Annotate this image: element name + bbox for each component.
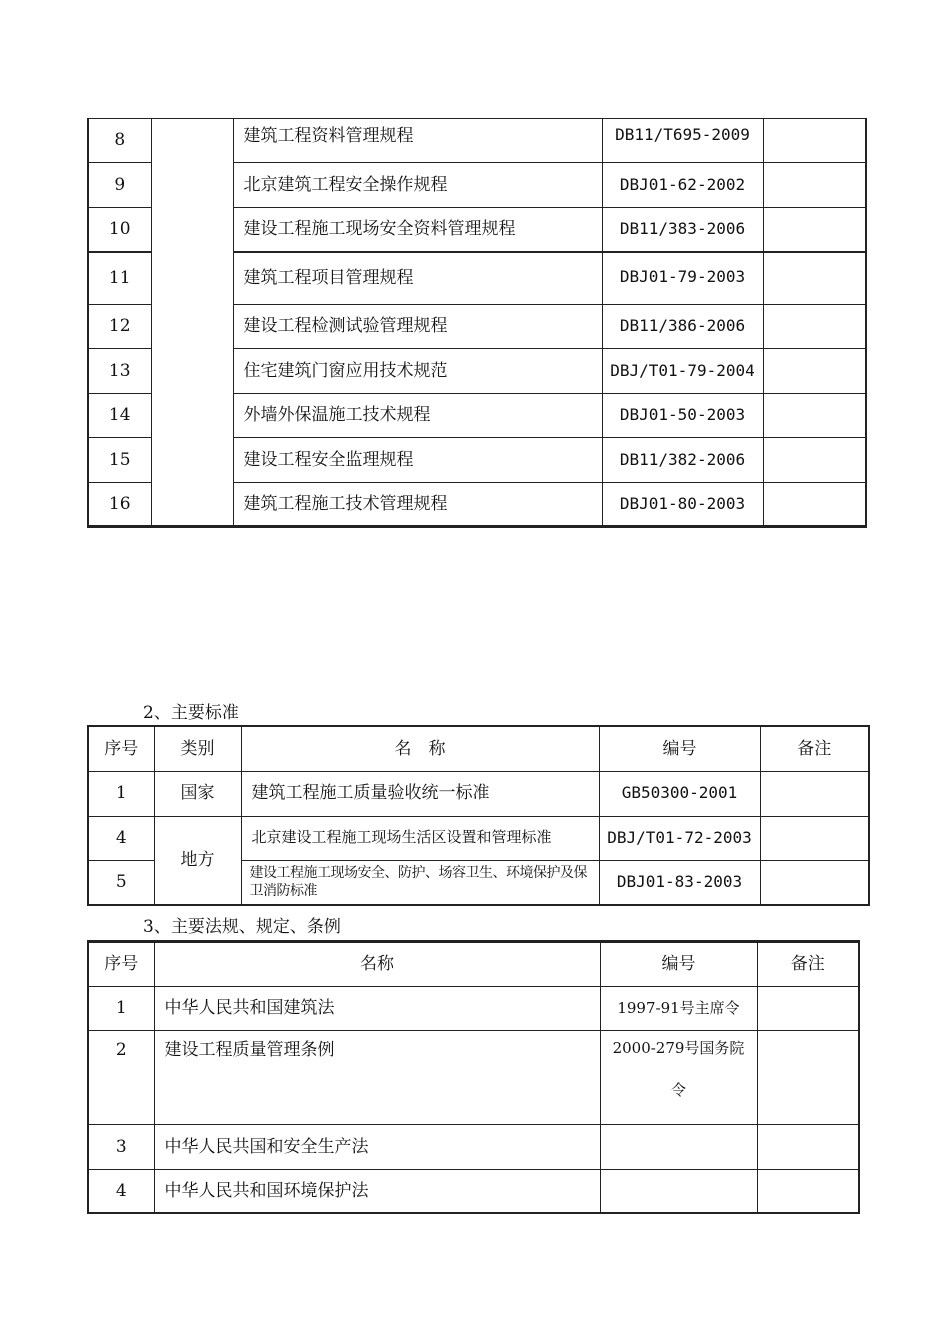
remark-cell: [763, 394, 866, 438]
section-title-main-regulations: 3、主要法规、规定、条例: [143, 917, 341, 937]
row-number: 15: [88, 438, 151, 483]
header-name: 名 称: [241, 726, 599, 771]
row-number: 11: [88, 252, 151, 305]
row-number: 2: [88, 1031, 154, 1125]
header-category: 类别: [154, 726, 241, 771]
standards-table-continued: [87, 118, 867, 528]
row-number: 16: [88, 483, 151, 527]
header-name: 名称: [154, 942, 600, 987]
standard-code: DB11/382-2006: [602, 438, 763, 483]
remark-cell: [757, 1031, 859, 1125]
standard-code: GB50300-2001: [599, 771, 760, 816]
table-row: [88, 1125, 859, 1170]
standard-name: 建筑工程资料管理规程: [233, 119, 602, 163]
regulation-code: [600, 1031, 757, 1125]
remark-cell: [763, 163, 866, 208]
row-number: 5: [88, 860, 154, 905]
standard-code: DB11/383-2006: [602, 208, 763, 252]
regulation-code: [600, 1125, 757, 1170]
remark-cell: [763, 438, 866, 483]
row-number: 8: [88, 119, 151, 163]
table-row: [88, 771, 869, 816]
standard-code: DBJ01-50-2003: [602, 394, 763, 438]
header-code: 编号: [599, 726, 760, 771]
standard-name: 建筑工程项目管理规程: [233, 252, 602, 305]
section-title-main-standards: 2、主要标准: [143, 703, 239, 723]
row-number: 4: [88, 816, 154, 860]
standard-code: DBJ/T01-72-2003: [599, 816, 760, 860]
standard-name: 建设工程安全监理规程: [233, 438, 602, 483]
remark-cell: [757, 1125, 859, 1170]
standard-code: DBJ/T01-79-2004: [602, 349, 763, 394]
remark-cell: [757, 1170, 859, 1213]
regulation-name: 中华人民共和国环境保护法: [154, 1170, 600, 1213]
category-cell: [151, 119, 233, 527]
row-number: 3: [88, 1125, 154, 1170]
regulation-code: 1997-91号主席令: [600, 987, 757, 1031]
table-row: [88, 816, 869, 860]
standard-code: DBJ01-80-2003: [602, 483, 763, 527]
table-row: [88, 119, 866, 163]
row-number: 13: [88, 349, 151, 394]
row-number: 14: [88, 394, 151, 438]
remark-cell: [760, 860, 869, 905]
standard-code: DBJ01-83-2003: [599, 860, 760, 905]
remark-cell: [763, 252, 866, 305]
regulation-code-line1: 2000-279号国务院: [612, 1039, 745, 1057]
row-number: 4: [88, 1170, 154, 1213]
table-row: [88, 1031, 859, 1125]
standard-code: DBJ01-79-2003: [602, 252, 763, 305]
remark-cell: [763, 483, 866, 527]
remark-cell: [763, 208, 866, 252]
regulation-name: 建设工程质量管理条例: [154, 1031, 600, 1125]
remark-cell: [760, 816, 869, 860]
header-no: 序号: [88, 942, 154, 987]
remark-cell: [763, 349, 866, 394]
row-number: 9: [88, 163, 151, 208]
remark-cell: [763, 119, 866, 163]
table-header-row: [88, 942, 859, 987]
header-code: 编号: [600, 942, 757, 987]
table-row: [88, 1170, 859, 1213]
row-number: 1: [88, 987, 154, 1031]
header-note: 备注: [757, 942, 859, 987]
standard-code: DB11/386-2006: [602, 305, 763, 349]
header-no: 序号: [88, 726, 154, 771]
standard-name: 建筑工程施工技术管理规程: [233, 483, 602, 527]
row-number: 12: [88, 305, 151, 349]
regulation-name: 中华人民共国和安全生产法: [154, 1125, 600, 1170]
standard-code: DB11/T695-2009: [602, 119, 763, 163]
standard-name: 北京建筑工程安全操作规程: [233, 163, 602, 208]
main-standards-table: [87, 725, 870, 906]
standard-name: 北京建设工程施工现场生活区设置和管理标准: [241, 816, 599, 860]
standard-name: 外墙外保温施工技术规程: [233, 394, 602, 438]
remark-cell: [757, 987, 859, 1031]
standard-name: 建设工程施工现场安全资料管理规程: [233, 208, 602, 252]
header-note: 备注: [760, 726, 869, 771]
regulation-name: 中华人民共和国建筑法: [154, 987, 600, 1031]
row-number: 10: [88, 208, 151, 252]
standard-name: 建设工程检测试验管理规程: [233, 305, 602, 349]
main-regulations-table: [87, 940, 860, 1214]
category-cell: 国家: [154, 771, 241, 816]
category-cell: 地方: [154, 816, 241, 905]
standard-code: DBJ01-62-2002: [602, 163, 763, 208]
regulation-code: [600, 1170, 757, 1213]
standard-name: 住宅建筑门窗应用技术规范: [233, 349, 602, 394]
standard-name: 建筑工程施工质量验收统一标准: [241, 771, 599, 816]
table-row: [88, 987, 859, 1031]
row-number: 1: [88, 771, 154, 816]
table-header-row: [88, 726, 869, 771]
regulation-code-line2: 令: [670, 1080, 686, 1099]
remark-cell: [760, 771, 869, 816]
remark-cell: [763, 305, 866, 349]
standard-name: 建设工程施工现场安全、防护、场容卫生、环境保护及保卫消防标准: [241, 860, 599, 905]
